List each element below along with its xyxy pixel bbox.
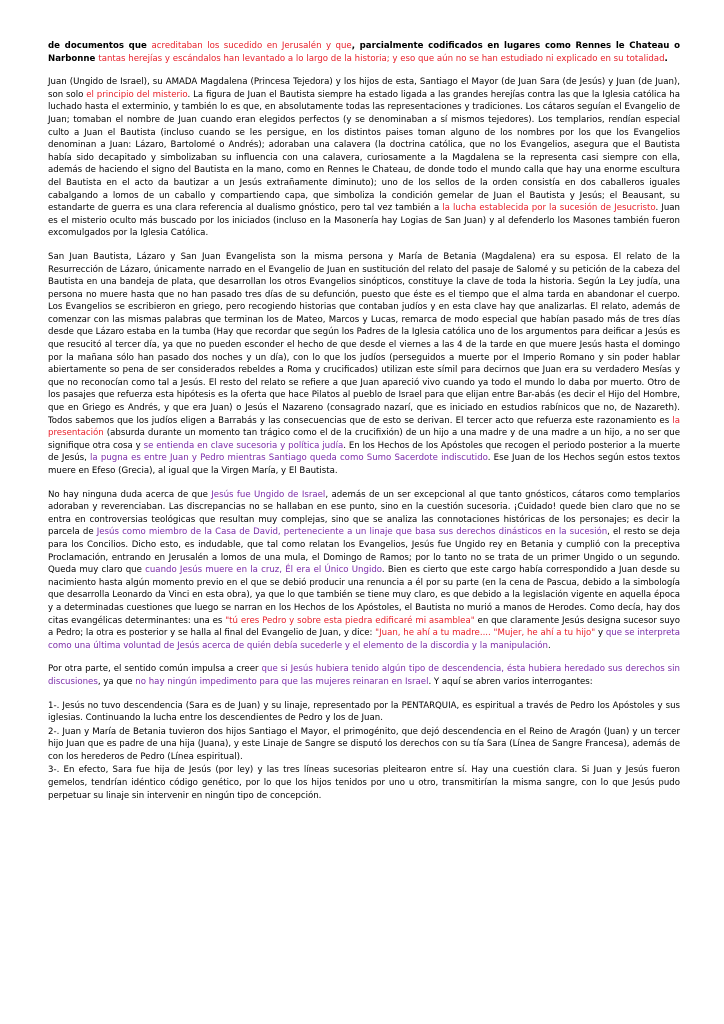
paragraph <box>48 40 680 65</box>
paragraph <box>48 251 680 478</box>
text-run: , parcialmente codificados en lugares como Rennes le Chateau o Narbonne <box>48 41 680 64</box>
text-run: . La figura de Juan el Bautista siempre ha estado ligada a las grandes herejías contra las que la Iglesia católica ha luchado hasta el exterminio, y también lo es que, en absolutamente todas las representaciones y tradiciones. Los cátaros seguían el Evangelio de Juan; tomaban el nombre de Juan cuando eran elegidos perfectos (y se denominaban a sí mismos tejedores). Los templarios, rendían especial culto a Juan el Bautista (incluso cuando se les persigue, en los distintos paises toman alguno de los nombres por los que los Evangelios denominan a Juan: Lázaro, Bartolomé o Andrés); adoraban una calavera (la doctrina católica, que no los Evangelios, asegura que el Bautista había sido decapitado y simbolizaban su influencia con una calavera, curiosamente a la Magdalena se la representa casi siempre con ella, además de haciendo el signo del Bautista en la mano, como en Rennes le Chateau, de donde todo el mundo calla que hay una enorme escultura del Bautista en el acto da bautizar a un Jesús extrañamente diminuto); uno de los sellos de la orden consistía en dos caballeros iguales cabalgando a lomos de un caballo y compartiendo capa, que simboliza la condición gemelar de Juan el Bautista y Jesús; el Beausant, su estandarte de guerra es una clara referencia al dualismo gnóstico, pero tal vez también a <box>48 89 680 214</box>
highlight-purple: que si Jesús hubiera tenido algún tipo de descendencia, ésta hubiera heredado sus derechos sin discusiones <box>48 664 680 687</box>
text-run: (absurda durante un momento tan trágico como el de la crucifixión) de un hijo a una madre y de una madre a un hijo, a no ser que signifique otra cosa y <box>48 428 680 451</box>
highlight-purple: que se interpreta como una última voluntad de Jesús acerca de quién debía sucederle y el elemento de la discordia y la manipulación <box>48 628 680 651</box>
text-run: . <box>547 640 551 651</box>
highlight-red: el principio del misterio <box>86 89 188 100</box>
text-run: y <box>595 628 606 639</box>
text-run: , además de un ser excepcional al que tanto gnósticos, cátaros como templarios adoraban y reverenciaban. Las discrepancias no se hallaban en ese punto, sino en la cuestión sucesoria. ¡Cuidado! quede bien claro que no se entra en controversias teológicas que resultan muy complejas, sino que se analiza las connotaciones históricas de los personajes; es decir la parcela de <box>48 489 681 538</box>
text-run: en que claramente Jesús designa sucesor suyo a Pedro; la otra es posterior y se halla al final del Evangelio de Juan, y dice: <box>48 615 680 639</box>
highlight-purple: no hay ningún impedimento para que las mujeres reinaran en Israel <box>135 676 429 687</box>
text-run: Por otra parte, el sentido común impulsa a creer <box>48 664 262 675</box>
list-item: 2-. Juan y María de Betania tuvieron dos hijos Santiago el Mayor, el primogénito, que dejó descendencia en el Reino de Aragón (Juan) y un tercer hijo Juan que es padre de una hija (Juana), y este Linaje de Sangre se disputó los derechos con su tía Sara (Línea de Sangre Francesa), además de con los herederos de Pedro (Línea espiritual). <box>48 726 680 762</box>
text-run: Juan (Ungido de Israel), su AMADA Magdalena (Princesa Tejedora) y los hijos de esta, Santiago el Mayor (de Juan Sara (de Jesús) y Juan (de Juan), son solo <box>48 77 680 100</box>
text-run: . Juan es el misterio oculto más buscado por los iniciados (incluso en la Masonería hay Logias de San Juan) y al defenderlo los Masones también fueron excomulgados por la Iglesia Católica. <box>48 203 680 239</box>
document-page <box>48 40 680 803</box>
highlight-purple: Jesús fue Ungido de Israel <box>211 489 326 500</box>
highlight-red: "tú eres Pedro y sobre esta piedra edificaré mi asamblea" <box>225 615 475 626</box>
list-item: 1-. Jesús no tuvo descendencia (Sara es de Juan) y su linaje, representado por la PENTARQUIA, es espiritual a través de Pedro los Apóstoles y sus iglesias. Continuando la lucha entre los descendientes de Pedro y los de Juan. <box>48 700 680 724</box>
text-run: . Bien es cierto que este cargo había correspondido a Juan desde su nacimiento hasta algún momento previo en el que se debió producir una renuncia a él por su parte (en la cena de Pascua, debido a la simbología que desarrolla Leonardo da Vinci en esta obra), ya que lo que también se tiene muy claro, es que debido a la legislación vigente en aquella época y a determinadas cuestiones que luego se narran en los Hechos de los Apóstoles, el Bautista no murió a manos de Herodes. Como decía, hay dos citas evangélicas determinantes: una es <box>48 565 680 626</box>
text-run: . Y aquí se abren varios interrogantes: <box>428 676 593 687</box>
highlight-purple: Jesús como miembro de la Casa de David, perteneciente a un linaje que basa sus derechos dinásticos en la sucesión <box>96 527 608 538</box>
text-run: . <box>664 53 668 64</box>
highlight-red: "Juan, he ahí a tu madre.... "Mujer, he ahí a tu hijo" <box>375 628 596 639</box>
text-run: , el resto se deja para los Concilios. Dicho esto, es indudable, que tal como relatan los Evangelios, Jesús fue Ungido rey en Betania y cumplió con la preceptiva Proclamación, entrando en Jerusalén a lomos de una mula, el Domingo de Ramos; por lo tanto no se trata de un primer Ungido o un segundo. Queda muy claro que <box>48 527 680 576</box>
body-text <box>48 40 680 689</box>
text-run: . En los Hechos de los Apóstoles que recogen el periodo posterior a la muerte de Jesús, <box>48 440 681 464</box>
paragraph <box>48 489 680 653</box>
text-run: San Juan Bautista, Lázaro y San Juan Evangelista son la misma persona y María de Betania (Magdalena) era su esposa. El relato de la Resurrección de Lázaro, únicamente narrado en el Evangelio de Juan en sustitución del relato del pasaje de Salomé y su petición de la cabeza del Bautista en una bandeja de plata, que desarrollan los otros Evangelios sinópticos, constituye la clave de toda la historia. Según la Ley judía, una persona no muere hasta que no han pasado tres días de su defunción, puesto que éste es el tiempo que el alma tarda en abandonar el cuerpo. Los Evangelios se escribieron en griego, pero recogiendo historias que contaban judíos y en esta clave hay que analizarlas. El relato, además de comenzar con las mismas palabras que terminan los de Mateo, Marcos y Lucas, remarca de modo especial que habían pasado más de tres días desde que Lázaro estaba en la tumba (Hay que recordar que según los Padres de la Iglesia católica uno de los argumentos para deificar a Jesús es que resucitó al tercer día, ya que no pueden esconder el hecho de que desde el viernes a las 4 de la tarde en que muere Jesús hasta el domingo por la mañana sólo han pasado dos noches y un día), con lo que los judíos (perseguidos a muerte por el Imperio Romano y sin poder hablar abiertamente so pena de ser considerados rebeldes a Roma y crucificados) utilizan este símil para decirnos que Juan era su verdadero Mesías y que no reconocían como tal a Jesús. El resto del relato se refiere a que Juan apareció vivo cuando ya todo el mundo lo daba por muerto. Otro de los pasajes que refuerza esta hipótesis es la oferta que hace Pilatos al pueblo de Israel para que elijan entre Bar-abás (es decir el Hijo del Hombre, que en Griego es Andrés, y que era Juan) o Jesús el Nazareno (consagrado nazarí, que es iniciado en estudios rabínicos que no, de Nazareth). Todos sabemos que los judíos eligen a Barrabás y las consecuencias que de esto se derivan. El tercer acto que refuerza este razonamiento es <box>48 251 681 426</box>
highlight-purple: se entienda en clave sucesoria y política judía <box>143 440 344 451</box>
list-item: 3-. En efecto, Sara fue hija de Jesús (por ley) y las tres líneas sucesorias pleitearon entre sí. Hay una cuestión clara. Si Juan y Jesús fueron gemelos, tendrían idéntico código genético, por lo que los hijos tenidos por uno u otro, transmitirían la misma sangre, con lo que Jesús pudo perpetuar su linaje sin intervenir en ningún tipo de concepción. <box>48 765 680 801</box>
numbered-list <box>48 700 680 803</box>
highlight-red: tantas herejías y escándalos han levantado a lo largo de la historia; y eso que aún no se han estudiado ni explicado en su totalidad <box>98 53 665 64</box>
text-run: . Ese Juan de los Hechos según estos textos muere en Efeso (Grecia), al igual que la Virgen María, y El Bautista. <box>48 453 680 476</box>
highlight-purple: cuando Jesús muere en la cruz, Él era el Único Ungido <box>145 565 382 576</box>
text-run: de documentos que <box>48 41 152 51</box>
highlight-red: la lucha establecida por la sucesión de Jesucristo <box>442 203 656 214</box>
paragraph <box>48 76 680 240</box>
paragraph <box>48 663 680 688</box>
text-run: , ya que <box>97 676 136 687</box>
highlight-red: acreditaban los sucedido en Jerusalén y que <box>151 41 352 51</box>
text-run: No hay ninguna duda acerca de que <box>48 489 212 500</box>
highlight-purple: la pugna es entre Juan y Pedro mientras Santiago queda como Sumo Sacerdote indiscutido <box>90 453 488 464</box>
highlight-red: la presentación <box>48 415 680 439</box>
